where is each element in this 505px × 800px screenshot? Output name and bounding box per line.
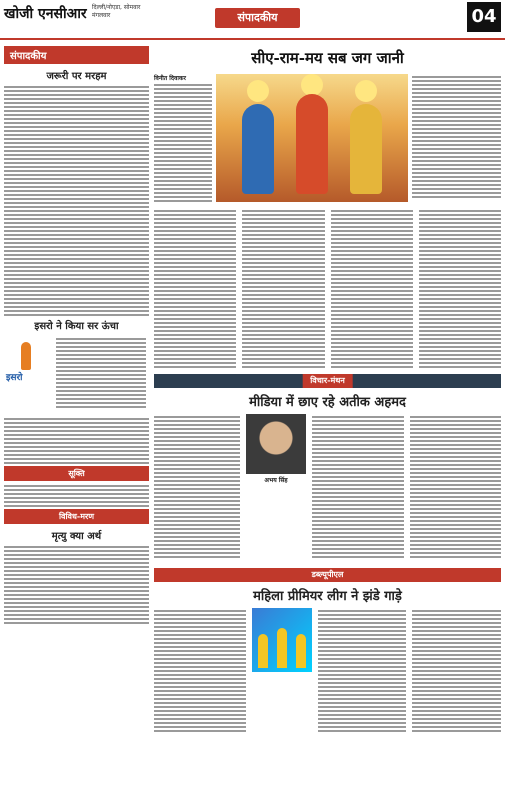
- sports-headline: महिला प्रीमियर लीग ने झंडे गाड़े: [253, 589, 402, 604]
- opinion-author: अभय सिंह: [264, 477, 288, 484]
- obituary-body: [4, 546, 149, 624]
- page-number: 04: [467, 2, 501, 32]
- editorial-body: [4, 86, 149, 316]
- dateline-line-2: मंगलवार: [92, 12, 111, 19]
- team-photo: [252, 608, 312, 672]
- opinion-article: [154, 414, 501, 564]
- sports-text-col-1: [154, 608, 246, 734]
- isro-section: [4, 336, 149, 416]
- opinion-text-col-3: [410, 414, 501, 560]
- isro-logo-text: इसरो: [6, 373, 23, 383]
- opinion-headline: मीडिया में छाए रहे अतीक अहमद: [249, 395, 406, 410]
- ram-darbar-image: [216, 74, 408, 202]
- section-title: संपादकीय: [215, 8, 300, 28]
- isro-logo: [4, 340, 50, 386]
- lead-body-columns: [154, 208, 501, 368]
- sports-text-col-2: [318, 608, 406, 734]
- author-portrait: [246, 414, 306, 474]
- dateline: [92, 4, 140, 20]
- isro-body-cont: [4, 418, 149, 464]
- rocket-icon: [21, 342, 31, 370]
- sports-article: [154, 608, 501, 738]
- opinion-band: [154, 374, 501, 388]
- newspaper-brand: खोजी एनसीआर: [4, 6, 87, 22]
- lead-article: [154, 74, 501, 202]
- editorial-band: संपादकीय: [4, 46, 149, 64]
- misc-band: विविध-मरण: [4, 509, 149, 524]
- lead-text-col-side: [412, 74, 501, 200]
- dateline-line-1: दिल्ली/नोएडा, सोमवार: [92, 4, 141, 11]
- main-area: [154, 46, 501, 796]
- opinion-text-col-1: [154, 414, 240, 560]
- masthead: [0, 0, 505, 40]
- sports-band: [154, 568, 501, 582]
- opinion-text-col-2: [312, 414, 404, 560]
- isro-body: [56, 336, 146, 410]
- lead-byline: विनीत दिवाकर: [154, 75, 186, 82]
- sports-text-col-3: [412, 608, 501, 734]
- left-column: [4, 46, 149, 796]
- lead-headline: सीए-राम-मय सब जग जानी: [251, 49, 404, 67]
- editorial-headline: जरूरी पर मरहम: [46, 71, 107, 82]
- opinion-band-label: विचार-मंथन: [302, 374, 353, 388]
- isro-headline: इसरो ने किया सर ऊंचा: [34, 321, 119, 332]
- quote-band: सूक्ति: [4, 466, 149, 481]
- lead-text-col-1: [154, 74, 212, 204]
- sports-band-label: डब्ल्यूपीएल: [311, 570, 344, 579]
- quote-body: [4, 485, 149, 507]
- obituary-headline: मृत्यु क्या अर्थ: [51, 531, 102, 542]
